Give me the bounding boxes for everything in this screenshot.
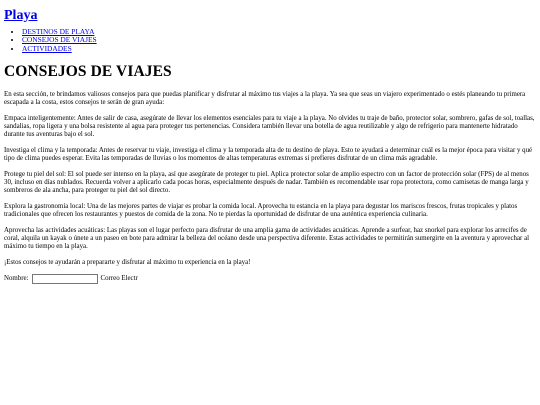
nav-item-consejos [22,36,535,44]
nav-link-destinos[interactable]: DESTINOS DE PLAYA [22,27,95,36]
main-nav [4,28,535,53]
tip-sun-paragraph: Protege tu piel del sol: El sol puede ser intenso en la playa, así que asegúrate de proteger tu piel. Aplica protector solar de amplio espectro con un factor de protección solar (FPS) de al menos 30, incluso en días nublados. Recuerda volver a aplicarlo cada pocas horas, especialmente después de nadar. También es recomendable usar ropa protectora, como camisetas de manga larga y sombreros de ala ancha, para proteger tu piel del sol directo. [4,170,529,195]
site-title-link[interactable]: Playa [4,8,38,23]
tip-water-activities-paragraph: Aprovecha las actividades acuáticas: Las playas son el lugar perfecto para disfrutar de una amplia gama de actividades acuáticas. Aprende a surfear, haz snorkel para explorar los arrecifes de coral, alquila un kayak o únete a un paseo en bote para admirar la belleza del océano desde una perspectiva diferente. Estas actividades te permitirán sumergirte en la aventura y aprovechar al máximo tu tiempo en la playa. [4,226,530,251]
tip-food-paragraph: Explora la gastronomía local: Una de las mejores partes de viajar es probar la comida local. Aprovecha tu estancia en la playa para degustar los mariscos frescos, frutas tropicales y platos tradicionales que ofrecen los restaurantes y puestos de comida de la zona. No te pierdas la oportunidad de disfrutar de una auténtica experiencia culinaria. [4,202,518,219]
page-title: CONSEJOS DE VIAJES [4,63,172,81]
contact-form [4,274,535,284]
email-label: Correo Electr [100,275,138,283]
tip-weather-paragraph: Investiga el clima y la temporada: Antes de reservar tu viaje, investiga el clima y la temporada alta de tu destino de playa. Esto te ayudará a determinar cuál es la mejor época para visitar y qué tipo de clima puedes esperar. Evita las temporadas de lluvias o los momentos de altas temperaturas extremas si prefieres disfrutar de un clima más agradable. [4,147,533,163]
intro-paragraph: En esta sección, te brindamos valiosos consejos para que puedas planificar y disfrutar al máximo tus viajes a la playa. Ya sea que seas un viajero experimentado o estés planeando tu primera escapada a la costa, estos consejos te serán de gran ayuda: [4,91,526,107]
name-input[interactable] [32,274,98,284]
site-title [4,8,535,24]
closing-paragraph: ¡Estos consejos te ayudarán a prepararte y disfrutar al máximo tu experiencia en la playa! [4,258,251,266]
nav-link-actividades[interactable]: ACTIVIDADES [22,43,72,53]
nav-link-consejos[interactable]: CONSEJOS DE VIAJES [22,35,97,45]
tip-packing-paragraph: Empaca inteligentemente: Antes de salir de casa, asegúrate de llevar los elementos esenciales para tu viaje a la playa. No olvides tu traje de baño, protector solar, sombrero, gafas de sol, toallas, sandalias, ropa ligera y una bolsa resistente al agua para proteger tus pertenencias. Considera también llevar una botella de agua reutilizable y algo de refrigerio para mantenerte hidratado durante tus aventuras bajo el sol. [4,115,535,139]
nav-item-actividades [22,45,535,53]
nav-item-destinos [22,28,535,36]
name-label: Nombre: [4,275,29,283]
